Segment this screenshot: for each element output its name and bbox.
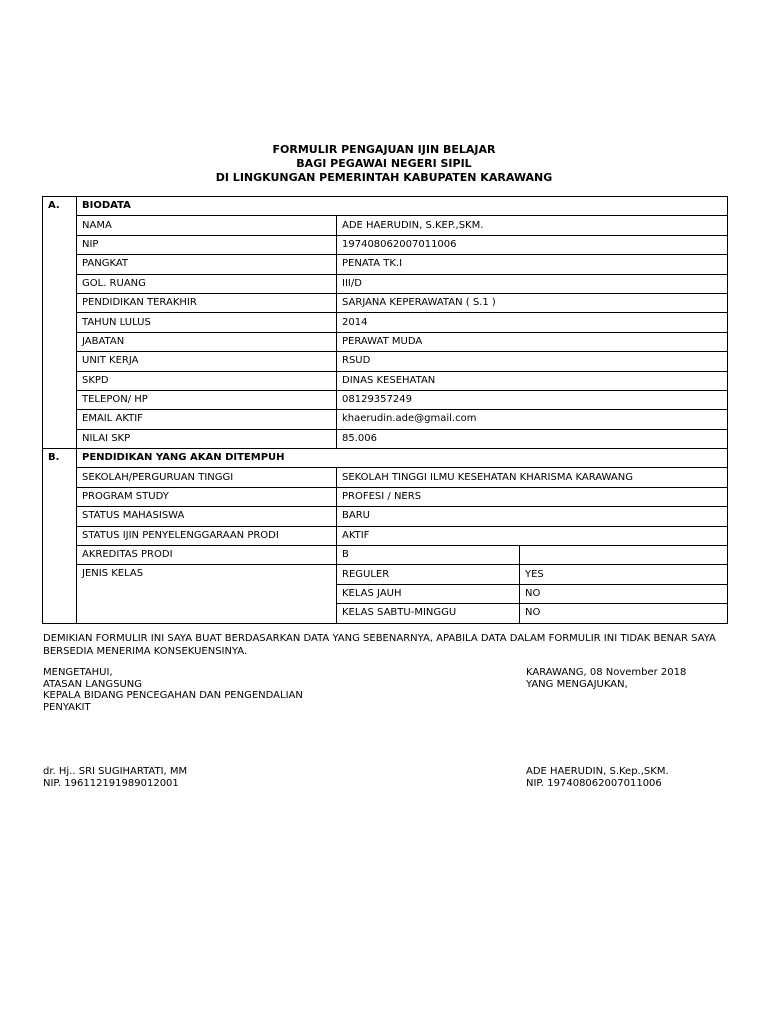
table-row xyxy=(43,410,728,429)
applicant-role: YANG MENGAJUKAN, xyxy=(526,678,628,690)
approver-line-3: KEPALA BIDANG PENCEGAHAN DAN PENGENDALIAN xyxy=(43,690,303,701)
table-row xyxy=(43,565,728,584)
field-label: STATUS IJIN PENYELENGGARAAN PRODI xyxy=(77,526,337,545)
class-option-name: KELAS JAUH xyxy=(337,584,520,603)
table-row xyxy=(43,332,728,351)
class-option-value: NO xyxy=(520,584,728,603)
field-label: NIP xyxy=(77,235,337,254)
field-label: SEKOLAH/PERGURUAN TINGGI xyxy=(77,468,337,487)
form-table xyxy=(42,196,728,624)
class-option-name: REGULER xyxy=(337,565,520,584)
applicant-nip: NIP. 197408062007011006 xyxy=(526,777,662,789)
field-value: khaerudin.ade@gmail.com xyxy=(337,410,728,429)
table-row xyxy=(43,235,728,254)
field-label: UNIT KERJA xyxy=(77,352,337,371)
field-label: PENDIDIKAN TERAKHIR xyxy=(77,293,337,312)
class-option-value: NO xyxy=(520,604,728,623)
field-label: GOL. RUANG xyxy=(77,274,337,293)
field-value: PENATA TK.I xyxy=(337,255,728,274)
section-a-header-row xyxy=(43,197,728,216)
section-b-heading: PENDIDIKAN YANG AKAN DITEMPUH xyxy=(77,449,728,468)
title-line-2: BAGI PEGAWAI NEGERI SIPIL xyxy=(296,157,472,170)
table-row xyxy=(43,429,728,448)
approver-line-1: MENGETAHUI, xyxy=(43,667,113,678)
form-title xyxy=(0,143,768,185)
title-line-3: DI LINGKUNGAN PEMERINTAH KABUPATEN KARAWANG xyxy=(215,171,553,184)
approver-line-2: ATASAN LANGSUNG xyxy=(43,678,143,690)
approver-line-4: PENYAKIT xyxy=(43,701,91,713)
approver-name: dr. Hj.. SRI SUGIHARTATI, MM xyxy=(43,766,188,777)
place-date: KARAWANG, 08 November 2018 xyxy=(526,667,687,678)
field-value: ADE HAERUDIN, S.KEP.,SKM. xyxy=(337,216,728,235)
table-row xyxy=(43,371,728,390)
field-label: NAMA xyxy=(77,216,337,235)
field-value: III/D xyxy=(337,274,728,293)
field-label: JABATAN xyxy=(77,332,337,351)
field-value: PERAWAT MUDA xyxy=(337,332,728,351)
field-value: 2014 xyxy=(337,313,728,332)
field-value: SEKOLAH TINGGI ILMU KESEHATAN KHARISMA KARAWANG xyxy=(337,468,728,487)
field-label: TAHUN LULUS xyxy=(77,313,337,332)
table-row xyxy=(43,274,728,293)
empty-cell xyxy=(520,546,728,565)
field-label: SKPD xyxy=(77,371,337,390)
table-row xyxy=(43,526,728,545)
table-row xyxy=(43,546,728,565)
section-b-header-row xyxy=(43,449,728,468)
approver-block xyxy=(43,667,303,713)
field-value: 85.006 xyxy=(337,429,728,448)
field-label: PANGKAT xyxy=(77,255,337,274)
applicant-signature xyxy=(526,766,669,789)
field-value: PROFESI / NERS xyxy=(337,487,728,506)
class-option-name: KELAS SABTU-MINGGU xyxy=(337,604,520,623)
applicant-block xyxy=(526,667,686,690)
field-label: TELEPON/ HP xyxy=(77,390,337,409)
table-row xyxy=(43,468,728,487)
field-value: RSUD xyxy=(337,352,728,371)
table-row xyxy=(43,313,728,332)
field-label: NILAI SKP xyxy=(77,429,337,448)
table-row xyxy=(43,216,728,235)
section-a-heading: BIODATA xyxy=(77,197,728,216)
title-line-1: FORMULIR PENGAJUAN IJIN BELAJAR xyxy=(272,143,496,156)
table-row xyxy=(43,390,728,409)
declaration-statement: DEMIKIAN FORMULIR INI SAYA BUAT BERDASARKAN DATA YANG SEBENARNYA, APABILA DATA DALAM FORMULIR INI TIDAK BENAR SAYA BERSEDIA MENERIMA KONSEKUENSINYA. xyxy=(43,633,716,657)
field-value: 197408062007011006 xyxy=(337,235,728,254)
table-row xyxy=(43,255,728,274)
field-value: BARU xyxy=(337,507,728,526)
field-value: SARJANA KEPERAWATAN ( S.1 ) xyxy=(337,293,728,312)
field-value: DINAS KESEHATAN xyxy=(337,371,728,390)
field-label: EMAIL AKTIF xyxy=(77,410,337,429)
field-value: AKTIF xyxy=(337,526,728,545)
field-value: B xyxy=(337,546,520,565)
table-row xyxy=(43,507,728,526)
approver-signature xyxy=(43,766,187,789)
section-b-code: B. xyxy=(43,449,77,624)
field-label: STATUS MAHASISWA xyxy=(77,507,337,526)
table-row xyxy=(43,293,728,312)
approver-nip: NIP. 196112191989012001 xyxy=(43,777,179,789)
applicant-name: ADE HAERUDIN, S.Kep.,SKM. xyxy=(526,766,669,777)
table-row xyxy=(43,487,728,506)
section-a-code: A. xyxy=(43,197,77,449)
field-value: 08129357249 xyxy=(337,390,728,409)
jenis-kelas-label: JENIS KELAS xyxy=(77,565,337,623)
class-option-value: YES xyxy=(520,565,728,584)
table-row xyxy=(43,352,728,371)
field-label: AKREDITAS PRODI xyxy=(77,546,337,565)
field-label: PROGRAM STUDY xyxy=(77,487,337,506)
